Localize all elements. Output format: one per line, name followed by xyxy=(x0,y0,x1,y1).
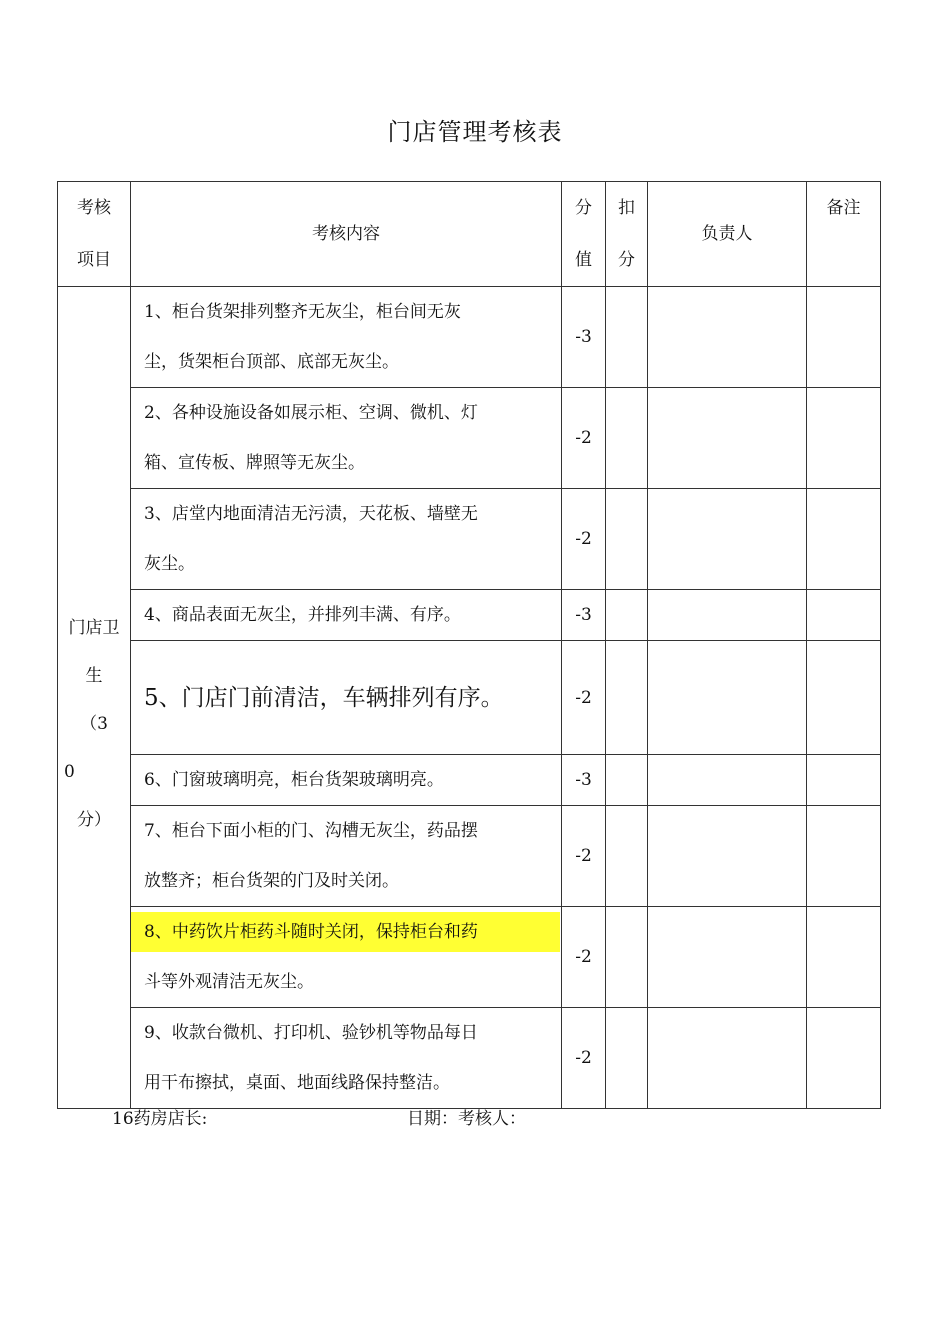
footer-date-assessor: 日期：考核人： xyxy=(407,1109,526,1129)
header-owner: 负责人 xyxy=(648,182,807,287)
row-score: -2 xyxy=(562,641,606,755)
header-deduct: 扣 分 xyxy=(606,182,648,287)
row-content: 3、店堂内地面清洁无污渍，天花板、墙壁无 灰尘。 xyxy=(131,489,562,590)
footer-store-manager: 16药房店长: xyxy=(112,1109,208,1129)
category-cell: 门店卫 生 （3 0 分） xyxy=(58,287,131,1109)
row-remark[interactable] xyxy=(807,489,881,590)
row-owner[interactable] xyxy=(648,287,807,388)
row-score: -2 xyxy=(562,806,606,907)
table-row xyxy=(58,755,881,806)
row-remark[interactable] xyxy=(807,755,881,806)
row-content: 8、中药饮片柜药斗随时关闭，保持柜台和药 斗等外观清洁无灰尘。 xyxy=(131,907,562,1008)
row-deduct[interactable] xyxy=(606,489,648,590)
row-score: -3 xyxy=(562,755,606,806)
row-owner[interactable] xyxy=(648,590,807,641)
assessment-table xyxy=(57,181,881,1109)
table-row xyxy=(58,641,881,755)
highlighted-text: 8、中药饮片柜药斗随时关闭，保持柜台和药 xyxy=(131,912,560,952)
header-content: 考核内容 xyxy=(131,182,562,287)
row-remark[interactable] xyxy=(807,388,881,489)
row-remark[interactable] xyxy=(807,287,881,388)
row-owner[interactable] xyxy=(648,806,807,907)
row-deduct[interactable] xyxy=(606,287,648,388)
page-title: 门店管理考核表 xyxy=(387,118,563,146)
row-content: 9、收款台微机、打印机、验钞机等物品每日 用干布擦拭，桌面、地面线路保持整洁。 xyxy=(131,1008,562,1109)
table-row xyxy=(58,287,881,388)
row-remark[interactable] xyxy=(807,590,881,641)
row-deduct[interactable] xyxy=(606,907,648,1008)
row-remark[interactable] xyxy=(807,806,881,907)
row-deduct[interactable] xyxy=(606,1008,648,1109)
row-owner[interactable] xyxy=(648,755,807,806)
table-row xyxy=(58,806,881,907)
row-content: 1、柜台货架排列整齐无灰尘，柜台间无灰 尘，货架柜台顶部、底部无灰尘。 xyxy=(131,287,562,388)
header-remark: 备注 xyxy=(807,182,881,287)
row-content: 5、门店门前清洁，车辆排列有序。 xyxy=(131,641,562,755)
table-row xyxy=(58,907,881,1008)
header-item: 考核 项目 xyxy=(58,182,131,287)
table-row xyxy=(58,1008,881,1109)
header-row xyxy=(58,182,881,287)
row-content: 7、柜台下面小柜的门、沟槽无灰尘，药品摆 放整齐；柜台货架的门及时关闭。 xyxy=(131,806,562,907)
row-remark[interactable] xyxy=(807,907,881,1008)
row-score: -3 xyxy=(562,287,606,388)
row-score: -3 xyxy=(562,590,606,641)
row-content: 4、商品表面无灰尘，并排列丰满、有序。 xyxy=(131,590,562,641)
row-owner[interactable] xyxy=(648,907,807,1008)
table-row xyxy=(58,489,881,590)
row-deduct[interactable] xyxy=(606,755,648,806)
header-score: 分 值 xyxy=(562,182,606,287)
row-deduct[interactable] xyxy=(606,806,648,907)
row-score: -2 xyxy=(562,1008,606,1109)
row-owner[interactable] xyxy=(648,489,807,590)
row-deduct[interactable] xyxy=(606,590,648,641)
row-score: -2 xyxy=(562,489,606,590)
row-score: -2 xyxy=(562,907,606,1008)
row-content: 2、各种设施设备如展示柜、空调、微机、灯 箱、宣传板、牌照等无灰尘。 xyxy=(131,388,562,489)
row-owner[interactable] xyxy=(648,1008,807,1109)
row-deduct[interactable] xyxy=(606,388,648,489)
row-deduct[interactable] xyxy=(606,641,648,755)
row-score: -2 xyxy=(562,388,606,489)
row-owner[interactable] xyxy=(648,641,807,755)
row-content: 6、门窗玻璃明亮，柜台货架玻璃明亮。 xyxy=(131,755,562,806)
row-remark[interactable] xyxy=(807,641,881,755)
row-owner[interactable] xyxy=(648,388,807,489)
table-row xyxy=(58,590,881,641)
table-row xyxy=(58,388,881,489)
row-remark[interactable] xyxy=(807,1008,881,1109)
